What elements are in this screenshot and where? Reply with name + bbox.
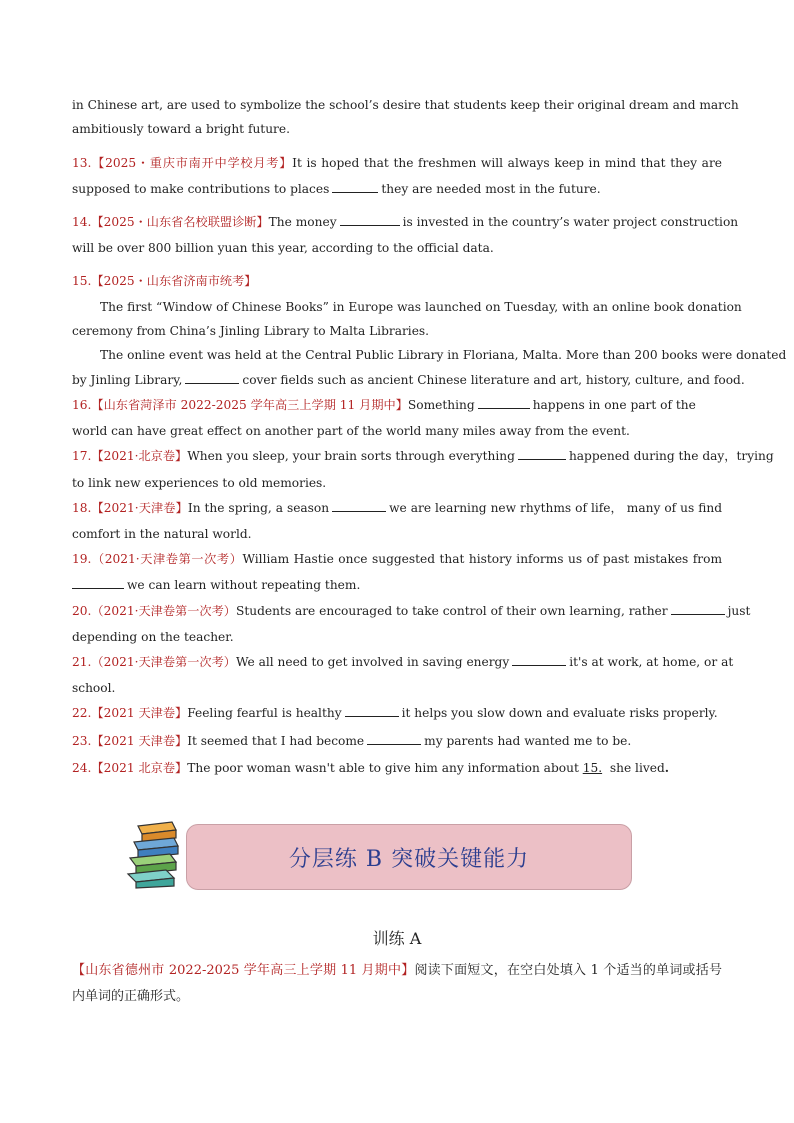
question-text: it helps you slow down and evaluate risks properly.: [401, 706, 718, 720]
question-text: my parents had wanted me to be.: [424, 734, 632, 748]
question-source: 【2021·北京卷】: [91, 449, 188, 463]
question-number: 14.: [72, 215, 92, 229]
question-text: happened during the day，trying: [568, 449, 774, 463]
text-line: [72, 121, 722, 137]
question-18-cont: [72, 526, 722, 542]
question-16-cont: [72, 423, 722, 439]
question-source: 【2021·天津卷】: [91, 501, 188, 515]
question-text: cover fields such as ancient Chinese literature and art, history, culture, and food.: [242, 373, 745, 387]
question-text: it's at work, at home, or at: [569, 655, 734, 669]
question-source: 【2025・山东省济南市统考】: [91, 274, 257, 288]
question-13-cont: [72, 181, 722, 197]
answer-blank[interactable]: [332, 500, 386, 512]
question-text: William Hastie once suggested that history informs us of past mistakes from: [242, 552, 722, 566]
question-number: 18.: [72, 501, 92, 515]
answer-blank[interactable]: [185, 372, 239, 384]
question-text: she lived: [609, 761, 665, 775]
question-22: [72, 705, 722, 721]
text-span: ambitiously toward a bright future.: [72, 122, 290, 136]
question-20: [72, 603, 751, 619]
question-number: 21.: [72, 655, 92, 669]
question-14: [72, 214, 739, 230]
question-17-cont: [72, 475, 722, 491]
passage-line: [100, 347, 787, 363]
question-text: In the spring, a season: [187, 501, 330, 515]
question-21: [72, 654, 734, 670]
question-number: 16.: [72, 398, 92, 412]
answer-blank[interactable]: [671, 603, 725, 615]
question-text: by Jinling Library,: [72, 373, 183, 387]
question-23: [72, 733, 722, 749]
question-text: is invested in the country’s water project construction: [402, 215, 739, 229]
question-18: [72, 500, 722, 516]
instruction-paragraph: [72, 958, 722, 1010]
question-source: （2021·天津卷第一次考）: [91, 552, 243, 566]
question-text: comfort in the natural world.: [72, 527, 252, 541]
question-24: [72, 760, 722, 776]
answer-blank[interactable]: [478, 397, 530, 409]
answer-blank[interactable]: [512, 654, 566, 666]
passage-line: [72, 372, 745, 388]
question-text: just: [727, 604, 751, 618]
question-source: 【2021 天津卷】: [91, 706, 188, 720]
question-text: we are learning new rhythms of life， many of us find: [389, 501, 722, 515]
question-source: （2021·天津卷第一次考）: [91, 655, 236, 669]
question-text: The first “Window of Chinese Books” in Europe was launched on Tuesday, with an online book donation: [100, 300, 742, 314]
question-text: we can learn without repeating them.: [127, 578, 361, 592]
question-number: 17.: [72, 449, 92, 463]
passage-line: [100, 299, 742, 315]
banner-title: 分层练 B 突破关键能力: [288, 846, 530, 872]
question-number: 24.: [72, 761, 92, 775]
question-number: 13.: [72, 156, 92, 170]
question-text: ceremony from China’s Jinling Library to Malta Libraries.: [72, 324, 430, 338]
question-text: Students are encouraged to take control of their own learning, rather: [235, 604, 668, 618]
question-text: We all need to get involved in saving energy: [235, 655, 510, 669]
question-19-cont: [72, 577, 722, 593]
section-banner: [186, 824, 632, 890]
question-number: 20.: [72, 604, 92, 618]
question-source: 【山东省菏泽市 2022-2025 学年高三上学期 11 月期中】: [91, 398, 408, 412]
question-number: 22.: [72, 706, 92, 720]
question-text: depending on the teacher.: [72, 630, 234, 644]
question-number: 15.: [72, 274, 92, 288]
question-text: .: [664, 761, 669, 775]
question-text: happens in one part of the: [532, 398, 696, 412]
answer-blank[interactable]: [340, 214, 400, 226]
question-source: 【2021 天津卷】: [91, 734, 188, 748]
question-20-cont: [72, 629, 722, 645]
question-text: will be over 800 billion yuan this year, according to the official data.: [72, 241, 494, 255]
question-17: [72, 448, 774, 464]
question-21-cont: [72, 680, 722, 696]
question-text: The poor woman wasn't able to give him any information about: [187, 761, 579, 775]
question-text: world can have great effect on another part of the world many miles away from the event.: [72, 424, 630, 438]
question-text: Something: [407, 398, 475, 412]
question-source: 【2021 北京卷】: [91, 761, 188, 775]
question-15: [72, 273, 722, 289]
question-source: （2021·天津卷第一次考）: [91, 604, 236, 618]
question-16: [72, 397, 722, 413]
text-span: in Chinese art, are used to symbolize the school’s desire that students keep their original dream and march: [72, 98, 739, 112]
question-text: It is hoped that the freshmen will always keep in mind that they are: [292, 156, 722, 170]
stack-of-books-icon: [126, 818, 188, 888]
instruction-text: 阅读下面短文，在空白处填入 1 个适当的单词或括号内单词的正确形式。: [72, 963, 722, 1004]
instruction-source: 【山东省德州市 2022-2025 学年高三上学期 11 月期中】: [72, 963, 415, 978]
question-text: supposed to make contributions to places: [72, 182, 330, 196]
answer-blank[interactable]: [518, 448, 566, 460]
question-text: The money: [268, 215, 337, 229]
question-source: 【2025・重庆市南开中学校月考】: [91, 156, 293, 170]
question-text: to link new experiences to old memories.: [72, 476, 327, 490]
question-13: [72, 155, 722, 171]
question-source: 【2025・山东省名校联盟诊断】: [91, 215, 269, 229]
question-14-cont: [72, 240, 722, 256]
section-title: 训练 A: [372, 929, 422, 948]
question-text: school.: [72, 681, 116, 695]
question-text: The online event was held at the Central Public Library in Floriana, Malta. More than 200 books were donated: [100, 348, 787, 362]
answer-slot[interactable]: 15.: [582, 761, 603, 775]
question-number: 19.: [72, 552, 92, 566]
question-number: 23.: [72, 734, 92, 748]
answer-blank[interactable]: [332, 181, 378, 193]
answer-blank[interactable]: [367, 733, 421, 745]
passage-line: [72, 323, 722, 339]
answer-blank[interactable]: [72, 577, 124, 589]
question-text: they are needed most in the future.: [381, 182, 601, 196]
question-text: When you sleep, your brain sorts through everything: [187, 449, 515, 463]
question-19: [72, 551, 722, 567]
answer-blank[interactable]: [345, 705, 399, 717]
question-text: It seemed that I had become: [187, 734, 365, 748]
text-line: [72, 97, 739, 113]
question-text: Feeling fearful is healthy: [187, 706, 342, 720]
